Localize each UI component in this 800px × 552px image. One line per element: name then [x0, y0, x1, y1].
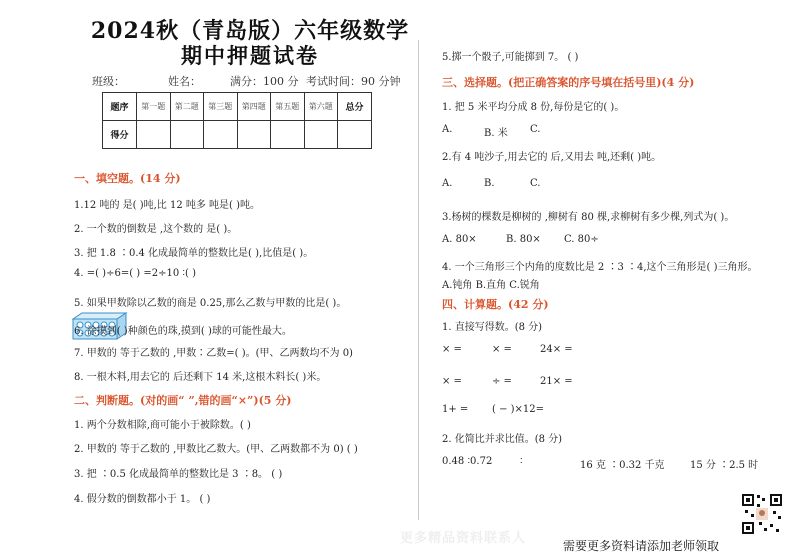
ratio-item: 15 分 ∶2.5 时 — [690, 460, 759, 471]
s1-q5: 5. 如果甲数除以乙数的商是 0.25,那么乙数与甲数的比是( )。 — [74, 298, 347, 309]
s1-q8: 8. 一根木料,用去它的 后还剩下 14 米,这根木料长( )米。 — [74, 372, 327, 383]
table-cell-total: 总分 — [338, 93, 372, 121]
exam-time: 考试时间：90 分钟 — [306, 75, 401, 88]
table-cell: 第二题 — [170, 93, 204, 121]
s3-q3-opt-c[interactable]: C. 80÷ — [564, 234, 599, 245]
section4-title: 四、计算题。(42 分) — [442, 298, 549, 311]
table-cell[interactable] — [304, 121, 338, 149]
table-cell[interactable] — [338, 121, 372, 149]
s1-q3: 3. 把 1.8 ∶0.4 化成最简单的整数比是( ),比值是( )。 — [74, 248, 314, 259]
s3-q1: 1. 把 5 米平均分成 8 份,每份是它的( )。 — [442, 102, 625, 113]
calc-item: 21× = — [540, 376, 573, 387]
s2-q1: 1. 两个分数相除,商可能小于被除数。( ) — [74, 420, 251, 431]
s3-q3: 3.杨树的棵数是柳树的 ,柳树有 80 棵,求柳树有多少棵,列式为( )。 — [442, 212, 735, 223]
s2-q4: 4. 假分数的倒数都小于 1。 ( ) — [74, 494, 211, 505]
table-cell[interactable] — [170, 121, 204, 149]
exam-title-line1: 2024秋（青岛版）六年级数学 — [90, 18, 410, 44]
score-table — [102, 92, 372, 149]
s3-q2-opt-a[interactable]: A. — [442, 178, 453, 189]
s3-q3-opt-a[interactable]: A. 80× — [442, 234, 477, 245]
table-cell[interactable] — [137, 121, 171, 149]
section3-title: 三、选择题。(把正确答案的序号填在括号里)(4 分) — [442, 76, 695, 89]
ratio-item: ∶ — [520, 456, 523, 467]
section1-title: 一、填空题。(14 分) — [74, 172, 181, 185]
calc-item: × = — [492, 344, 512, 355]
column-divider — [418, 40, 419, 520]
s3-q2-opt-c[interactable]: C. — [530, 178, 541, 189]
s2-q5: 5.掷一个骰子,可能掷到 7。 ( ) — [442, 52, 579, 63]
s1-q1: 1.12 吨的 是( )吨,比 12 吨多 吨是( )吨。 — [74, 200, 261, 211]
section2-title: 二、判断题。(对的画“ ”,错的画“×”)(5 分) — [74, 394, 292, 407]
table-cell: 第四题 — [237, 93, 271, 121]
s3-q1-opt-c[interactable]: C. — [530, 124, 541, 135]
class-label: 班级： — [92, 75, 125, 88]
calc-item: ( − )×12= — [492, 404, 545, 415]
table-cell[interactable] — [271, 121, 305, 149]
qr-code-icon — [740, 492, 784, 536]
ratio-item: 16 克 ∶0.32 千克 — [580, 460, 665, 471]
table-head-score: 得分 — [103, 121, 137, 149]
s1-q7: 7. 甲数的 等于乙数的 ,甲数∶乙数=( )。(甲、乙两数均不为 0) — [74, 348, 353, 359]
s3-q1-opt-a[interactable]: A. — [442, 124, 453, 135]
table-cell: 第六题 — [304, 93, 338, 121]
exam-title-line2: 期中押题试卷 — [181, 43, 319, 68]
s4-q1: 1. 直接写得数。(8 分) — [442, 322, 543, 333]
s2-q3: 3. 把 ∶0.5 化成最简单的整数比是 3 ∶8。 ( ) — [74, 469, 283, 480]
s1-q2: 2. 一个数的倒数是 ,这个数的 是( )。 — [74, 224, 238, 235]
calc-item: × = — [442, 344, 462, 355]
calc-item: 1+ = — [442, 404, 469, 415]
calc-item: 24× = — [540, 344, 573, 355]
name-label: 姓名： — [168, 75, 201, 88]
footer-contact: 需要更多资料请添加老师领取 — [563, 539, 720, 552]
table-cell[interactable] — [237, 121, 271, 149]
table-cell: 第五题 — [271, 93, 305, 121]
s3-q4-opts[interactable]: A.钝角 B.直角 C.锐角 — [442, 280, 540, 291]
s2-q2: 2. 甲数的 等于乙数的 ,甲数比乙数大。(甲、乙两数都不为 0) ( ) — [74, 444, 358, 455]
table-cell[interactable] — [204, 121, 238, 149]
s3-q1-opt-b[interactable]: B. 米 — [484, 128, 508, 139]
table-cell: 第三题 — [204, 93, 238, 121]
s1-q6: 6. 涂摸到( )种颜色的珠,摸到( )球的可能性最大。 — [74, 326, 292, 337]
ratio-item: 0.48 ∶0.72 — [442, 456, 493, 467]
s3-q2: 2.有 4 吨沙子,用去它的 后,又用去 吨,还剩( )吨。 — [442, 152, 662, 163]
calc-item: ÷ = — [492, 376, 512, 387]
table-row — [103, 121, 372, 149]
s1-q4: 4. =( )÷6=( ) =2÷10 ∶( ) — [74, 268, 196, 279]
s3-q3-opt-b[interactable]: B. 80× — [506, 234, 541, 245]
table-cell: 第一题 — [137, 93, 171, 121]
s3-q4: 4. 一个三角形三个内角的度数比是 2 ∶3 ∶4,这个三角形是( )三角形。 — [442, 262, 758, 273]
calc-item: × = — [442, 376, 462, 387]
s4-q2: 2. 化简比并求比值。(8 分) — [442, 434, 563, 445]
full-score: 满分：100 分 — [230, 75, 299, 88]
footer-watermark: 更多精品资料联系人 — [400, 531, 527, 546]
table-row — [103, 93, 372, 121]
s3-q2-opt-b[interactable]: B. — [484, 178, 495, 189]
table-head-order: 题序 — [103, 93, 137, 121]
